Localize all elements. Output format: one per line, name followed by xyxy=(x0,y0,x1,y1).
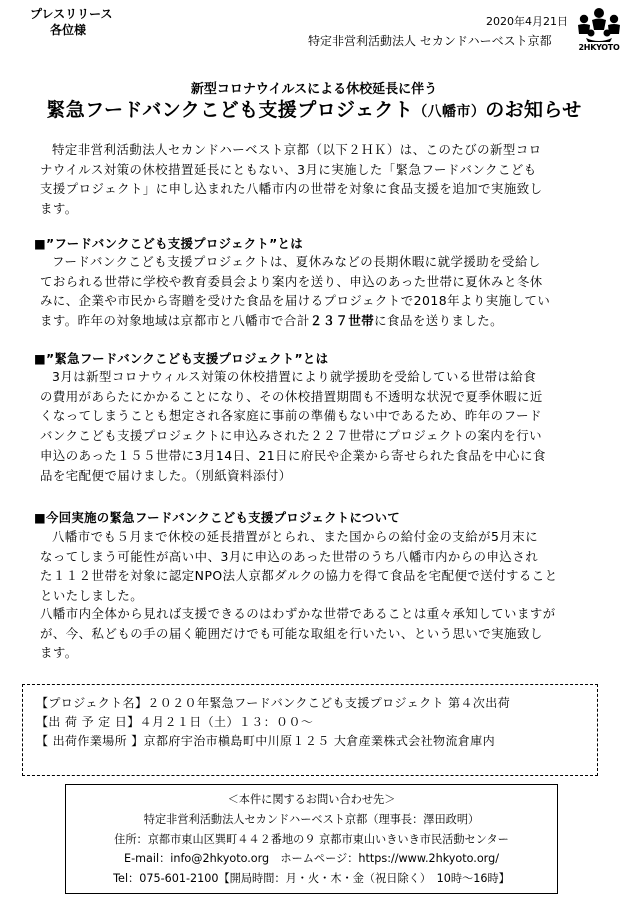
addressee: 各位様 xyxy=(50,23,87,37)
intro-line: ナウイルス対策の休校措置延長にともない、3月に実施した「緊急フードバンクこども xyxy=(40,161,537,177)
contact-phone-hours: Tel：075-601-2100【開局時間：月・火・木・金（祝日除く） 10時～16時】 xyxy=(113,872,510,886)
title-suffix: のお知らせ xyxy=(485,99,582,121)
section3-line: 八幡市でも５月まで休校の延長措置がとられ、また国からの給付金の支給が5月末に xyxy=(52,529,539,544)
section1-line: ておられる世帯に学校や教育委員会より案内を送り、申込のあった世帯に夏休みと冬休 xyxy=(40,273,543,289)
page-title xyxy=(0,95,628,122)
section2-line: 3月は新型コロナウィルス対策の休校措置により就学援助を受給している世帯は給食 xyxy=(52,369,537,384)
section2-line: くなってしまうことも想定され各家庭に事前の準備もない中であるため、昨年のフード xyxy=(40,408,542,424)
section2-line: バンクこども支援プロジェクトに申込みされた２２７世帯にプロジェクトの案内を行い xyxy=(40,428,542,444)
intro-line: 支援プロジェクト」に申し込まれた八幡市内の世帯を対象に食品支援を追加で実施致し xyxy=(40,181,543,197)
section3-line: た１１２世帯を対象に認定NPO法人京都ダルクの協力を得て食品を宅配便で送付すること xyxy=(40,568,558,584)
contact-org: 特定非営利活動法人セカンドハーベスト京都（理事長：澤田政明） xyxy=(143,812,480,826)
section1-line xyxy=(40,311,600,331)
shipping-date: 【出 荷 予 定 日】４月２１日（土）１３：００～ xyxy=(36,715,314,729)
section1-line: フードバンクこども支援プロジェクトは、夏休みなどの長期休暇に就学援助を受給し xyxy=(52,254,541,269)
subtitle: 新型コロナウイルスによる休校延長に伴う xyxy=(190,82,438,97)
project-info xyxy=(36,694,510,751)
project-name: 【プロジェクト名】２０２０年緊急フードバンクこども支援プロジェクト 第４次出荷 xyxy=(36,696,511,710)
release-date: 2020年4月21日 xyxy=(486,15,568,28)
households-count: ２３７世帯 xyxy=(309,313,375,329)
section1-text: に食品を送りました。 xyxy=(374,313,504,329)
section3-closing-line: が、今、私どもの手の届く範囲だけでも可能な取組を行いたい、という思いで実施致し xyxy=(40,625,543,641)
shipping-location: 【 出荷作業場所 】京都府宇治市槇島町中川原１２５ 大倉産業株式会社物流倉庫内 xyxy=(36,734,496,748)
section3-paragraph xyxy=(40,527,600,606)
press-release-block xyxy=(30,6,113,38)
section1-line: みに、企業や市民から寄贈を受けた食品を届けるプロジェクトで2018年より実施してい xyxy=(40,293,551,309)
contact-email-web: E-mail：info@2hkyoto.org ホームページ：https://www.2hkyoto.org/ xyxy=(124,852,499,866)
people-logo-icon xyxy=(574,6,624,44)
section3-line: といたしました。 xyxy=(40,588,144,604)
logo-text: 2HKYOTO xyxy=(578,43,620,52)
section3-closing-line: ます。 xyxy=(40,645,78,661)
section2-line: 申込のあった１５５世帯に3月14日、21日に府民や企業から寄せられた食品を中心に食 xyxy=(40,447,546,463)
section3-closing-line: 八幡市内全体から見れば支援できるのはわずかな世帯であることは重々承知していますが xyxy=(40,606,556,621)
section1-heading: ■”フードバンクこども支援プロジェクト”とは xyxy=(34,236,303,251)
section2-paragraph xyxy=(40,367,600,485)
org-logo xyxy=(574,6,624,52)
title-main: 緊急フードバンクこども支援プロジェクト xyxy=(46,99,414,121)
section1-text: ます。昨年の対象地域は京都市と八幡市で合計 xyxy=(40,313,310,329)
section1-paragraph xyxy=(40,252,600,331)
contact-heading: ＜本件に関するお問い合わせ先＞ xyxy=(227,793,396,806)
title-paren: （八幡市） xyxy=(413,104,486,120)
section2-line: の費用があらたにかかることになり、その休校措置期間も不透明な状況で夏季休暇に近 xyxy=(40,388,543,404)
press-release-label: プレスリリース xyxy=(30,7,113,21)
contact-address: 住所：京都市東山区巽町４４２番地の９ 京都市東山いきいき市民活動センター xyxy=(114,832,509,846)
contact-info xyxy=(65,790,558,889)
section2-heading: ■”緊急フードバンクこども支援プロジェクト”とは xyxy=(34,351,329,366)
section2-line: 品を宅配便で届けました。（別紙資料添付） xyxy=(40,467,292,483)
org-name: 特定非営利活動法人 セカンドハーベスト京都 xyxy=(308,34,552,48)
intro-line: 特定非営利活動法人セカンドハーベスト京都（以下２ＨＫ）は、このたびの新型コロ xyxy=(52,142,542,157)
intro-line: ます。 xyxy=(40,201,78,217)
section3-line: なってしまう可能性が高い中、3月に申込のあった世帯のうち八幡市内からの申込され xyxy=(40,548,539,564)
intro-paragraph xyxy=(40,140,600,219)
section3-closing-paragraph xyxy=(40,604,600,663)
section3-heading: ■今回実施の緊急フードバンクこども支援プロジェクトについて xyxy=(34,510,400,525)
